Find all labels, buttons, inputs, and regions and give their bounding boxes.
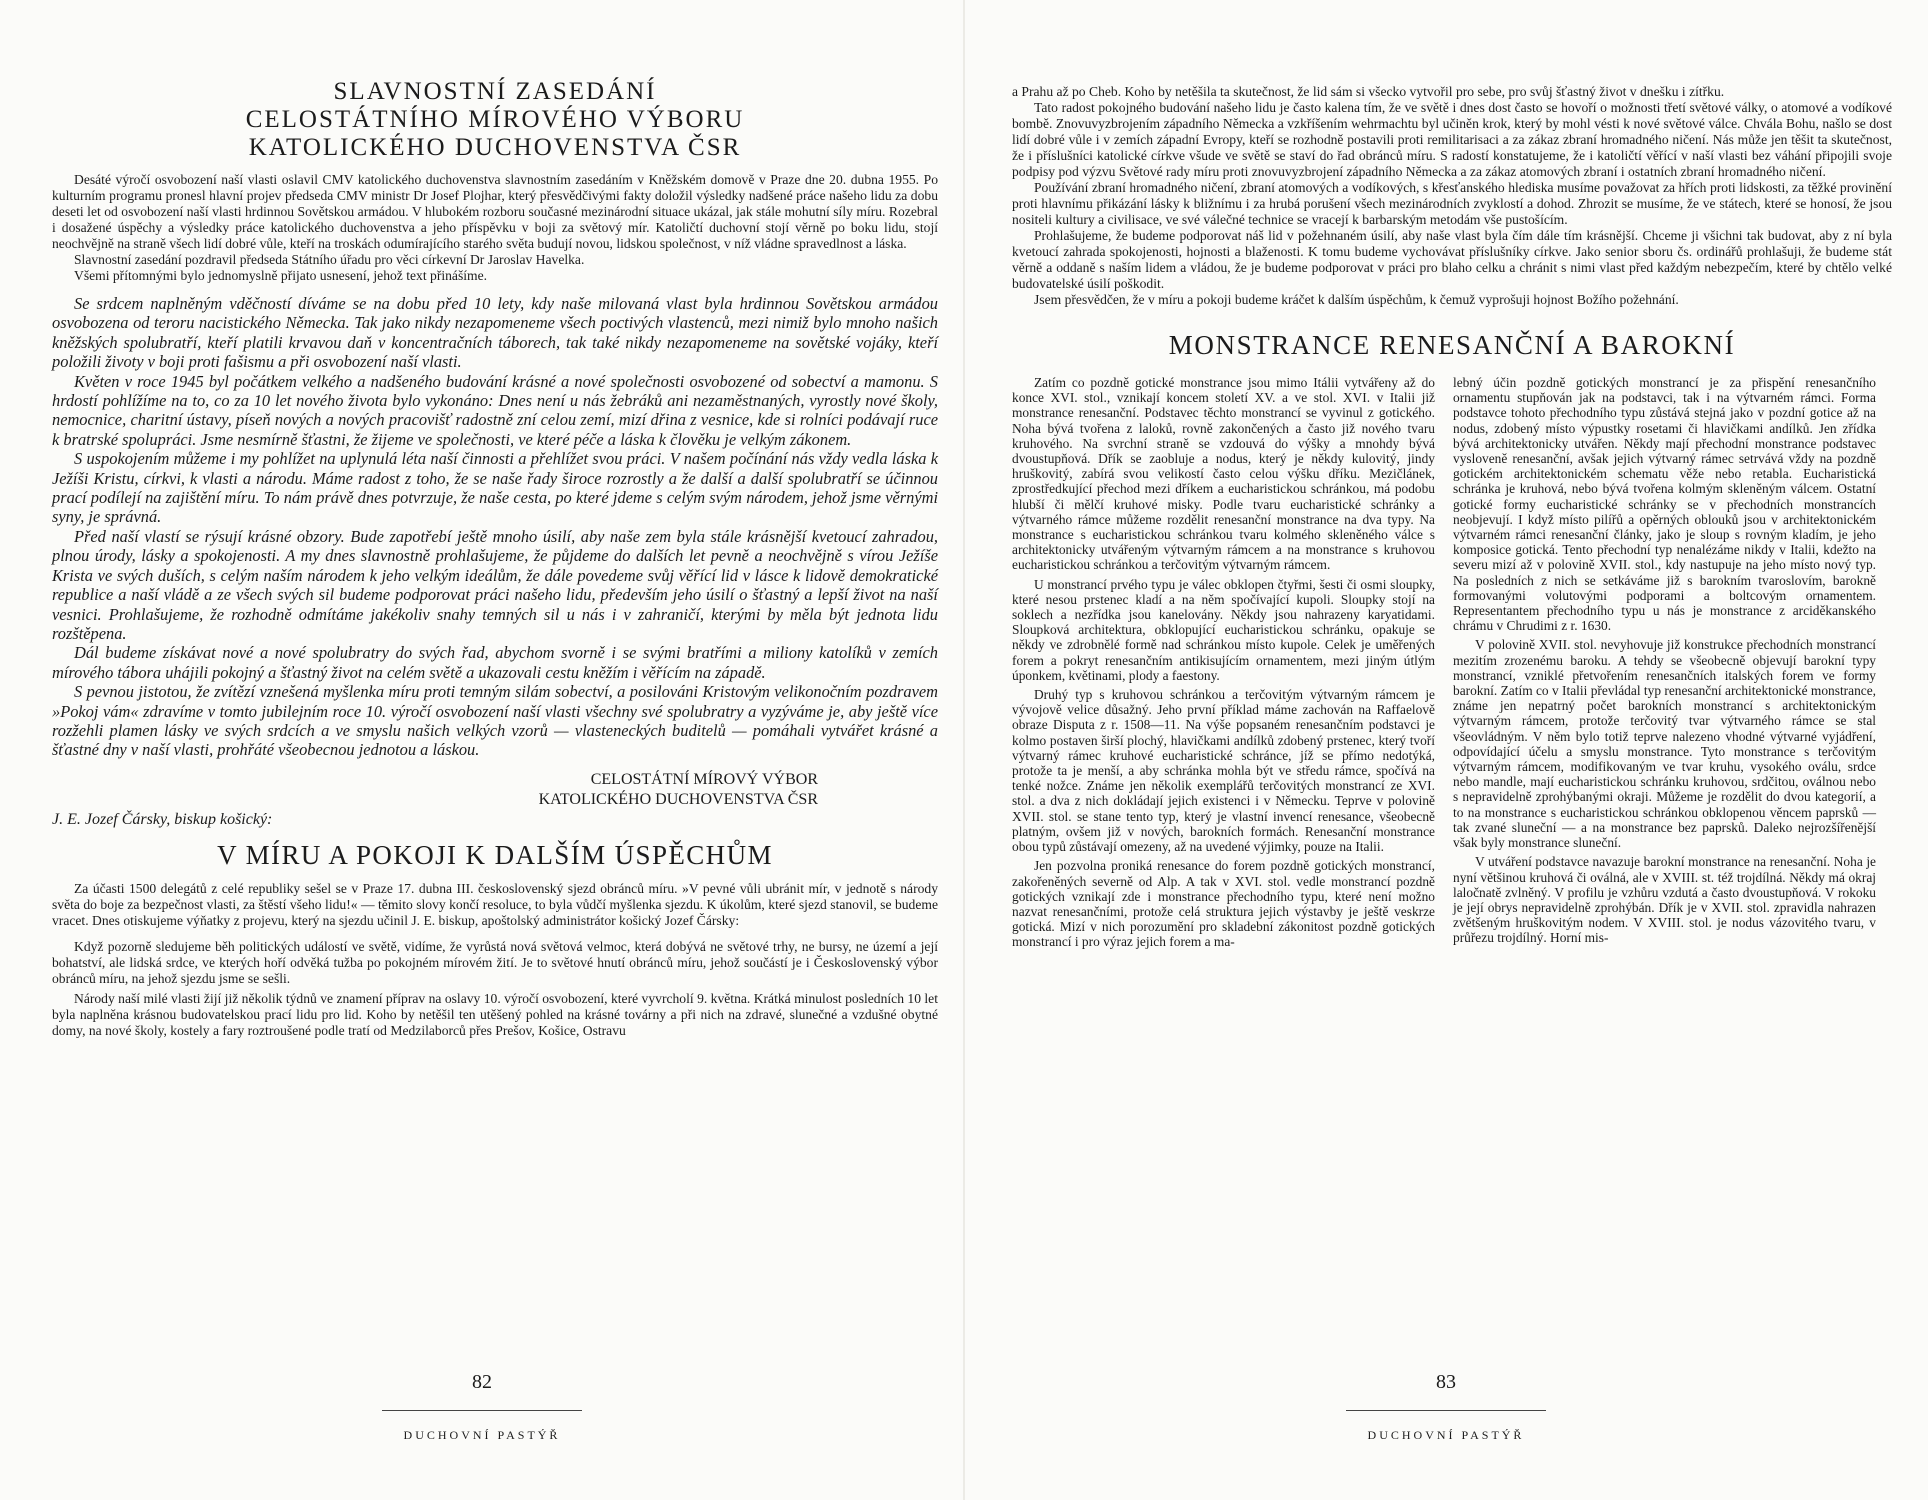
paragraph: Desáté výročí osvobození naší vlasti oslavil CMV katolického duchovenstva slavnostním zasedáním v Kněžském domově v Praze dne 20. dubna 1955. Po kulturním programu pronesl hlavní projev předseda CMV ministr Dr Josef Plojhar, který přesvědčivými fakty doložil výsledky nadšené práce našeho lidu za dobu deseti let od osvobození naší vlasti hrdinnou Sovětskou armádou. V hlubokém rozboru současné mezinárodní situace ukázal, jak stále mohutní síly míru. Rozebral i dosažené úspěchy a výsledky práce katolického duchovenstva a jeho příspěvku v boji za světový mír. Katoličtí duchovní stojí věrně po boku lidu, stojí neochvějně na straně všech lidí dobré vůle, kteří na troskách odumírajícího starého světa budují novou, lidskou společnost, v níž vládne spravedlnost a láska. (52, 172, 938, 251)
section2-text (52, 881, 938, 1039)
paragraph: Slavnostní zasedání pozdravil předseda Státního úřadu pro věci církevní Dr Jaroslav Havelka. (74, 252, 585, 267)
paragraph: Zatím co pozdně gotické monstrance jsou mimo Itálii vytvářeny až do konce XVI. stol., vznikají koncem století XV. a ve stol. XVI. v Italii již monstrance renesanční. Podstavec těchto monstrancí se vyvinul z gotického. Noha bývá tvořena z laloků, rovně zakončených a často již nového tvaru kruhového. Na svrchní straně se vzdouvá do výšky a mnohdy bývá dvoustupňová. Dřík se zaobluje a nodus, který je někdy kulovitý, jindy hruškovitý, zabírá svou velikostí často celou výšku dříku. Mezičlánek, zprostředkující přechod mezi dříkem a eucharistickou schránkou, má podobu hlubší či mělčí kruhové misky. Podle tvaru eucharistické schránky a výtvarného rámce můžeme rozdělit renesanční monstrance na dva typy. Na monstrance s eucharistickou schránkou tvaru kolmého skleněného válce s architektonicky utvářeným výtvarným rámcem a na monstrance s kruhovou eucharistickou schránkou a terčovitým výtvarným rámcem. (1012, 375, 1435, 573)
article-title (52, 78, 938, 162)
signature-line: CELOSTÁTNÍ MÍROVÝ VÝBOR (590, 770, 818, 788)
paragraph: V utváření podstavce navazuje barokní monstrance na renesanční. Noha je nyní většinou kruhová či oválná, ale v XVIII. st. též trojdílná. Někdy má okraj laločnatě zvlněný. V profilu je vzhůru vzdutá a často dvoustupňová. V rokoku je její obrys nepravidelně zprohýbán. Dřík je v XVII. stol. zpravidla nahrazen zvětšeným hruškovitým nodem. V XVIII. stol. je nodus vázovitého tvaru, v průřezu trojdílný. Horní mis- (1453, 854, 1876, 946)
page-number: 82 (472, 1371, 492, 1393)
column-right (1453, 375, 1876, 950)
paragraph: Květen v roce 1945 byl počátkem velkého a nadšeného budování krásné a nové společnosti osvobozené od sobectví a mamonu. S hrdostí pohlížíme na to, co za 10 let nového života bylo vykonáno: Dnes není u nás žebráků ani nezaměstnaných, vyrostly nové školy, nemocnice, charitní ústavy, píseň nových a nových pracovišť radostně zní celou zemí, mizí dřina z vesnice, kde si rolníci podávají ruce k bratrské spolupráci. Jsme nesmírně šťastni, že žijeme ve společnosti, ve které péče a láska k člověku je velkým zákonem. (52, 371, 938, 449)
running-footer: DUCHOVNÍ PASTÝŘ (1367, 1428, 1525, 1442)
footer-rule (382, 1410, 582, 1411)
title-line: KATOLICKÉHO DUCHOVENSTVA ČSR (248, 134, 742, 161)
paragraph: Se srdcem naplněným vděčností díváme se na dobu před 10 lety, kdy naše milovaná vlast byla hrdinnou Sovětskou armádou osvobozena od teroru nacistického Německa. Tak jako nikdy nezapomeneme všech poctivých vlastenců, mezi nimiž bylo mnoho našich kněžských spolubratří, kteří platili krvavou daň v koncentračních táborech, tak také nikdy nezapomeneme na sovětské vojáky, kteří položili životy v boji proti fašismu a při osvobození naší vlasti. (52, 294, 938, 372)
paragraph: Druhý typ s kruhovou schránkou a terčovitým výtvarným rámcem je vývojově velice důsažný. Jeho první příklad máme zachován na Raffaelově obraze Disputa z r. 1508—11. Na výše popsaném renesančním podstavci je kolmo postaven širší plochý, hlavičkami andílků zdobený prstenec, který tvoří výtvarný rámec kruhové eucharistické schránce, jíž se přímo nedotýká, protože ta je menší, a aby schránka mohla být ve středu rámce, spočívá na tenké nožce. Známe jen několik exemplářů terčovitých monstrancí ze XVI. stol. a dva z nich dokládají jejich existenci i v Německu. Teprve v polovině XVII. stol. se stane tento typ, který je vlastní invencí renesance, všeobecně platným, ovšem již v nových, barokních formách. Renesanční monstrance obou typů zůstávají omezeny, až na uvedené výjimky, pouze na Italii. (1012, 687, 1435, 855)
article-title: MONSTRANCE RENESANČNÍ A BAROKNÍ (1168, 330, 1736, 360)
resolution-text (52, 294, 938, 760)
paragraph: lebný účin pozdně gotických monstrancí je za přispění renesančního ornamentu stupňován jak na podstavci, tak i na výtvarném rámci. Forma podstavce tohoto přechodního typu zůstává stejná jako v pozdní gotice až na nodus, zdobený místo výpustky rosetami či hlavičkami andílků. Jen zřídka bývá architektonicky utvářen. Někdy mají přechodní monstrance podstavec vysloveně renesanční, avšak jejich výtvarný rámec setrvává vždy na pozdně gotickém architektonickém schematu věže nebo retabla. Eucharistická schránka je kruhová, nebo bývá tvořena kolmým skleněným válcem. Ostatní gotické formy eucharistické schránky se v přechodních monstrancích neobjevují. I když místo pilířů a opěrných oblouků jsou v architektonickém výtvarném rámci renesanční články, jako je sloup s rovným kladím, je jeho komposice gotická. Tento přechodní typ nenalézáme nikdy v Italii, kdežto na severu mizí až v polovině XVII. stol., kdy nastupuje na jeho místo nový typ. Na posledních z nich se setkáváme již s barokním tvaroslovím, barokně formovanými volutovými podporami a boltcovým ornamentem. Representantem přechodního typu u nás je monstrance z arciděkanského chrámu v Chrudimi z r. 1630. (1453, 375, 1876, 634)
paragraph: Za účasti 1500 delegátů z celé republiky sešel se v Praze 17. dubna III. československý sjezd obránců míru. »V pevné vůli ubránit mír, v jednotě s národy světa do boje za bezpečnost vlasti, za štěstí všeho lidu!« — těmito slovy končí resoluce, to byla vůdčí myšlenka sjezdu. K úkolům, které sjezd stanovil, se budeme vracet. Dnes otiskujeme výňatky z projevu, který na sjezdu učinil J. E. biskup, apoštolský administrátor košický Jozef Čársky: (52, 880, 938, 928)
footer-rule (1346, 1410, 1546, 1411)
paragraph: Jen pozvolna proniká renesance do forem pozdně gotických monstrancí, zakořeněných severně od Alp. A tak v XVI. stol. vedle monstrancí pozdně gotických vznikají zde i monstrance přechodního typu, které není možno nazvat renesančními, protože celá struktura jejich výstavby je ještě veskrze gotická. Mizí v nich porozumění pro skladební zákonitost pozdně gotických monstrancí i pro výraz jejich forem a ma- (1012, 858, 1435, 950)
paragraph: Prohlašujeme, že budeme podporovat náš lid v požehnaném úsilí, aby naše vlast byla čím dále tím krásnější. Chceme ji všichni tak budovat, aby z ní byla kvetoucí zahrada spokojenosti, hojnosti a blaženosti. K tomu budeme vychovávat příslušníky církve. Jako senior sboru čs. ordinářů prohlašuji, že budeme stát věrně a oddaně s naším lidem a vládou, že je budeme podporovat v práci pro blaho celku a chránit s nimi vlast před každým nebezpečím, které by chtělo velké budovatelské úsilí poškodit. (1012, 228, 1892, 291)
paragraph: Dál budeme získávat nové a nové spolubratry do svých řad, abychom svorně i se svými bratřími a miliony katolíků v zemích mírového tábora uhájili pokojný a šťastný život na celém světě a ukazovali cestu kněžím i věřícím na západě. (52, 643, 938, 682)
paragraph: U monstrancí prvého typu je válec obklopen čtyřmi, šesti či osmi sloupky, které nesou prstenec kladí a na něm spočívající kupoli. Sloupky stojí na soklech a nezřídka jsou kanelovány. Někdy jsou nahrazeny karyatidami. Sloupková architektura, obklopující eucharistickou schránku, opakuje se někdy ve zdrobnělé formě nad schránkou místo kupole. Celek je uměřených forem a pokryt renesančním antikisujícím ornamentem, mezi jiným útlým úponkem, květinami, plody a faestony. (1012, 576, 1435, 683)
paragraph: Když pozorně sledujeme běh politických událostí ve světě, vidíme, že vyrůstá nová světová velmoc, která dobývá ne světové trhy, ne bursy, ne území a její bohatství, ale lidská srdce, ve kterých hoří odvěká tužba po pokojném mírovém žití. Je to světové hnutí obránců míru, jehož součástí je i Československý výbor obránců míru, na jehož sjezdu jsme se sešli. (52, 938, 938, 986)
paragraph: a Prahu až po Cheb. Koho by netěšila ta skutečnost, že lid sám si všecko vytvořil pro sebe, pro svůj šťastný život v dnešku i zítřku. (1012, 84, 1725, 99)
paragraph: Všemi přítomnými bylo jednomyslně přijato usnesení, jehož text přinášíme. (74, 268, 488, 283)
section-heading: V MÍRU A POKOJI K DALŠÍM ÚSPĚCHŮM (217, 839, 773, 870)
running-footer: DUCHOVNÍ PASTÝŘ (403, 1428, 561, 1442)
paragraph: S uspokojením můžeme i my pohlížet na uplynulá léta naší činnosti a přehlížet svou práci. V našem počínání nás vždy vedla láska k Ježíši Kristu, církvi, k vlasti a národu. Máme radost z toho, že se naše řady široce rozrostly a že další a další spolubratří se účinnou prací podílejí na zajištění míru. To nám právě dnes potvrzuje, že naše cesta, po které jdeme s celým svým národem, jehož jsme věrnými syny, je správná. (52, 449, 938, 527)
continued-text (1012, 84, 1892, 308)
paragraph: Před naší vlastí se rýsují krásné obzory. Bude zapotřebí ještě mnoho úsilí, aby naše zem byla stále krásnější kvetoucí zahradou, plnou úrody, lásky a spokojenosti. A my dnes slavnostně prohlašujeme, že půjdeme do dalších let pevně a neochvějně s vírou Ježíše Krista ve svých duších, s celým naším národem k jeho velkým ideálům, že dále povedeme svůj věřící lid v lásce k lidově demokratické republice a naší vládě a ze všech svých sil budeme podporovat práci našeho lidu, především jeho úsilí o šťastný a lepší život na naší vesnici. Prohlašujeme, že rozhodně odmítáme jakékoliv snahy temných sil u nás i v zahraničí, kterými by měla být jednota lidu rozštěpena. (52, 526, 938, 643)
title-line: SLAVNOSTNÍ ZASEDÁNÍ (333, 78, 657, 105)
author-line: J. E. Jozef Čársky, biskup košický: (52, 810, 273, 828)
paragraph: V polovině XVII. stol. nevyhovuje již konstrukce přechodních monstrancí mezitím zrozenému baroku. A tehdy se všeobecně objevují barokní typy monstrancí, vzniklé přetvořením renesančních italských forem ve formy barokní. Zatím co v Italii převládal typ renesanční architektonické monstrance, známe jen nepatrný počet barokních monstrancí s architektonickým výtvarným rámcem, protože terčovitý tvar výtvarného rámce se stal všeovládným. V něm bylo totiž teprve nalezeno vhodné výtvarné vyjádření, odpovídající účelu a smyslu monstrance. Tyto monstrance s terčovitým výtvarným rámcem, modifikovaným ve tvar kruhu, vysokého oválu, srdce nebo mandle, mají eucharistickou schránku kruhovou, srdčitou, oválnou nebo s nepravidelně zprohýbanými okraji. Můžeme je rozdělit do dvou kategorií, a to na monstrance s eucharistickou schránkou obklopenou věncem paprsků — tak zvané sluneční — a na monstrance bez paprsků. Daleko nejrozšířenější však byly monstrance sluneční. (1453, 637, 1876, 851)
title-line: CELOSTÁTNÍHO MÍROVÉHO VÝBORU (245, 106, 745, 133)
signature-block (52, 770, 938, 810)
page-number: 83 (1436, 1371, 1456, 1393)
right-page (964, 0, 1928, 1500)
column-left (1012, 375, 1435, 950)
intro-text (52, 172, 938, 284)
paragraph: S pevnou jistotou, že zvítězí vznešená myšlenka míru proti temným silám sobectví, a posilováni Kristovým velikonočním pozdravem »Pokoj vám« zdravíme v tomto jubilejním roce 10. výročí osvobození naší vlasti všechny své spolubratry a vyzýváme je, aby ještě více rozžehli plamen lásky ve svých srdcích a ve smyslu našich velkých vzorů — vlasteneckých buditelů — pomáhali vytvářet krásné a šťastné dny v naší vlasti, prohřáté všeobecnou jednotou a láskou. (52, 682, 938, 760)
paragraph: Jsem přesvědčen, že v míru a pokoji budeme kráčet k dalším úspěchům, k čemuž vyprošuji hojnost Božího požehnání. (1034, 292, 1679, 307)
paragraph: Národy naší milé vlasti žijí již několik týdnů ve znamení příprav na oslavy 10. výročí osvobození, které vyvrcholí 9. května. Krátká minulost posledních 10 let byla naplněna krásnou budovatelskou prací lidu pro lid. Koho by netěšil ten utěšený pohled na krásné továrny a při nich na zdravé, slunečné a vzdušné obytné domy, na nové školy, kostely a fary roztroušené podle tratí od Medzilaborců přes Prešov, Košice, Ostravu (52, 990, 938, 1038)
paragraph: Používání zbraní hromadného ničení, zbraní atomových a vodíkových, s křesťanského hlediska musíme považovat za hřích proti lidskosti, za těžké provinění proti hlavnímu přikázání lásky k bližnímu i za hrubá porušení všech mezinárodních zvyklostí a dohod. Zhrozit se musíme, že ve státech, které se honosí, že jsou nositeli kultury a civilisace, ve své válečné technice se vracejí k barbarským metodám vše pustošícím. (1012, 180, 1892, 227)
two-column-text (1012, 375, 1892, 950)
signature-line: KATOLICKÉHO DUCHOVENSTVA ČSR (538, 790, 818, 808)
paragraph: Tato radost pokojného budování našeho lidu je často kalena tím, že ve světě i dnes dost často se hovoří o možnosti třetí světové války, o atomové a vodíkové bombě. Znovuvyzbrojením západního Německa a vzkříšením wehrmachtu byl učiněn krok, který by mohl vésti k nové světové válce. Chvála Bohu, našlo se dost lidí dobré vůle i v zemích západní Evropy, kteří se rozhodně postavili proti remilitarisaci a za zákaz zbraní hromadného ničení. Nás může jen těšit ta skutečnost, že i příslušníci katolické církve všude ve světě se staví do řad obránců míru. S radostí konstatujeme, že i katoličtí věřící v naší vlasti bez váhání připojili svoje podpisy pod výzvu Světové rady míru proti znovuvyzbrojení západního Německa a za zákaz atomových zbraní i ostatních zbraní hromadného ničení. (1012, 100, 1892, 179)
